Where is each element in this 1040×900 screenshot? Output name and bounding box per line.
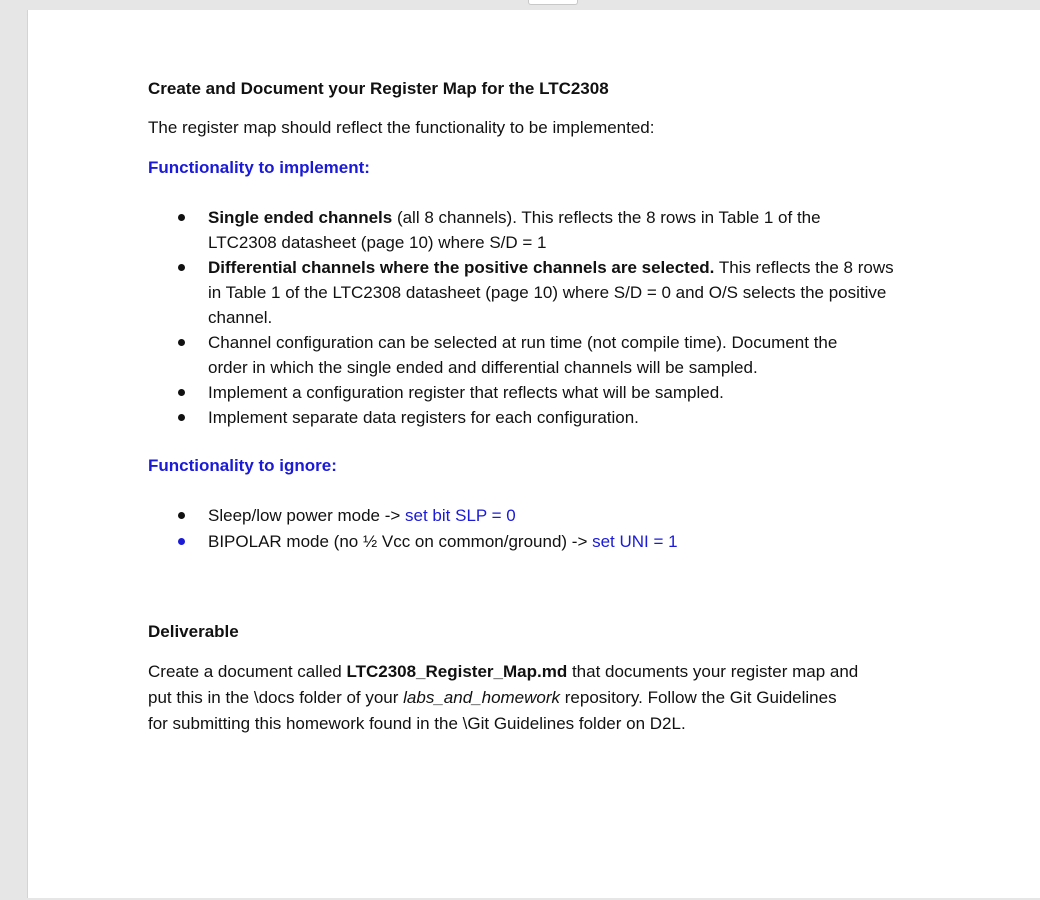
implement-heading: Functionality to implement: (148, 158, 370, 177)
item-text: Implement separate data registers for each configuration. (208, 408, 639, 427)
item-text: BIPOLAR mode (no ½ Vcc on common/ground) -> (208, 532, 593, 551)
bullet-icon (178, 264, 185, 271)
setting-text: set bit SLP = 0 (405, 506, 516, 525)
main-heading: Create and Document your Register Map for the LTC2308 (148, 79, 609, 98)
list-item (148, 503, 678, 528)
document-page (28, 10, 1040, 898)
ignore-heading: Functionality to ignore: (148, 456, 337, 475)
item-text: (all 8 channels). This reflects the 8 rows in Table 1 of the (392, 208, 821, 227)
item-text: Implement a configuration register that reflects what will be sampled. (208, 383, 724, 402)
list-item (148, 255, 894, 330)
bullet-icon (178, 339, 185, 346)
item-text: in Table 1 of the LTC2308 datasheet (page 10) where S/D = 0 and O/S selects the positive (208, 283, 887, 302)
list-item (148, 330, 894, 380)
item-text: Sleep/low power mode -> (208, 506, 406, 525)
item-text: This reflects the 8 rows (714, 258, 894, 277)
deliverable-text: for submitting this homework found in the \Git Guidelines folder on D2L. (148, 714, 686, 733)
bullet-icon (178, 389, 185, 396)
deliverable-text: put this in the \docs folder of your (148, 688, 404, 707)
deliverable-text: repository. Follow the Git Guidelines (560, 688, 837, 707)
list-item (148, 405, 894, 430)
item-bold-text: Differential channels where the positive channels are selected. (208, 258, 715, 277)
item-text: Channel configuration can be selected at run time (not compile time). Document the (208, 333, 838, 352)
item-text: order in which the single ended and differential channels will be sampled. (208, 358, 758, 377)
item-bold-text: Single ended channels (208, 208, 393, 227)
list-item (148, 380, 894, 405)
list-item (148, 529, 678, 554)
ignore-list (148, 503, 678, 554)
list-item (148, 205, 894, 255)
deliverable-heading: Deliverable (148, 622, 239, 641)
toolbar-tab-handle[interactable] (528, 0, 578, 5)
bullet-icon (178, 538, 185, 545)
deliverable-text: that documents your register map and (567, 662, 859, 681)
deliverable-paragraph (148, 659, 858, 737)
setting-text: set UNI = 1 (592, 532, 678, 551)
bullet-icon (178, 512, 185, 519)
deliverable-repo-name: labs_and_homework (403, 688, 561, 707)
intro-paragraph: The register map should reflect the functionality to be implemented: (148, 118, 655, 137)
bullet-icon (178, 214, 185, 221)
implement-list (148, 205, 894, 430)
item-text: LTC2308 datasheet (page 10) where S/D = 1 (208, 233, 547, 252)
top-toolbar-strip (0, 0, 1040, 10)
item-text: channel. (208, 308, 273, 327)
bullet-icon (178, 414, 185, 421)
deliverable-filename: LTC2308_Register_Map.md (346, 662, 568, 681)
deliverable-text: Create a document called (148, 662, 347, 681)
